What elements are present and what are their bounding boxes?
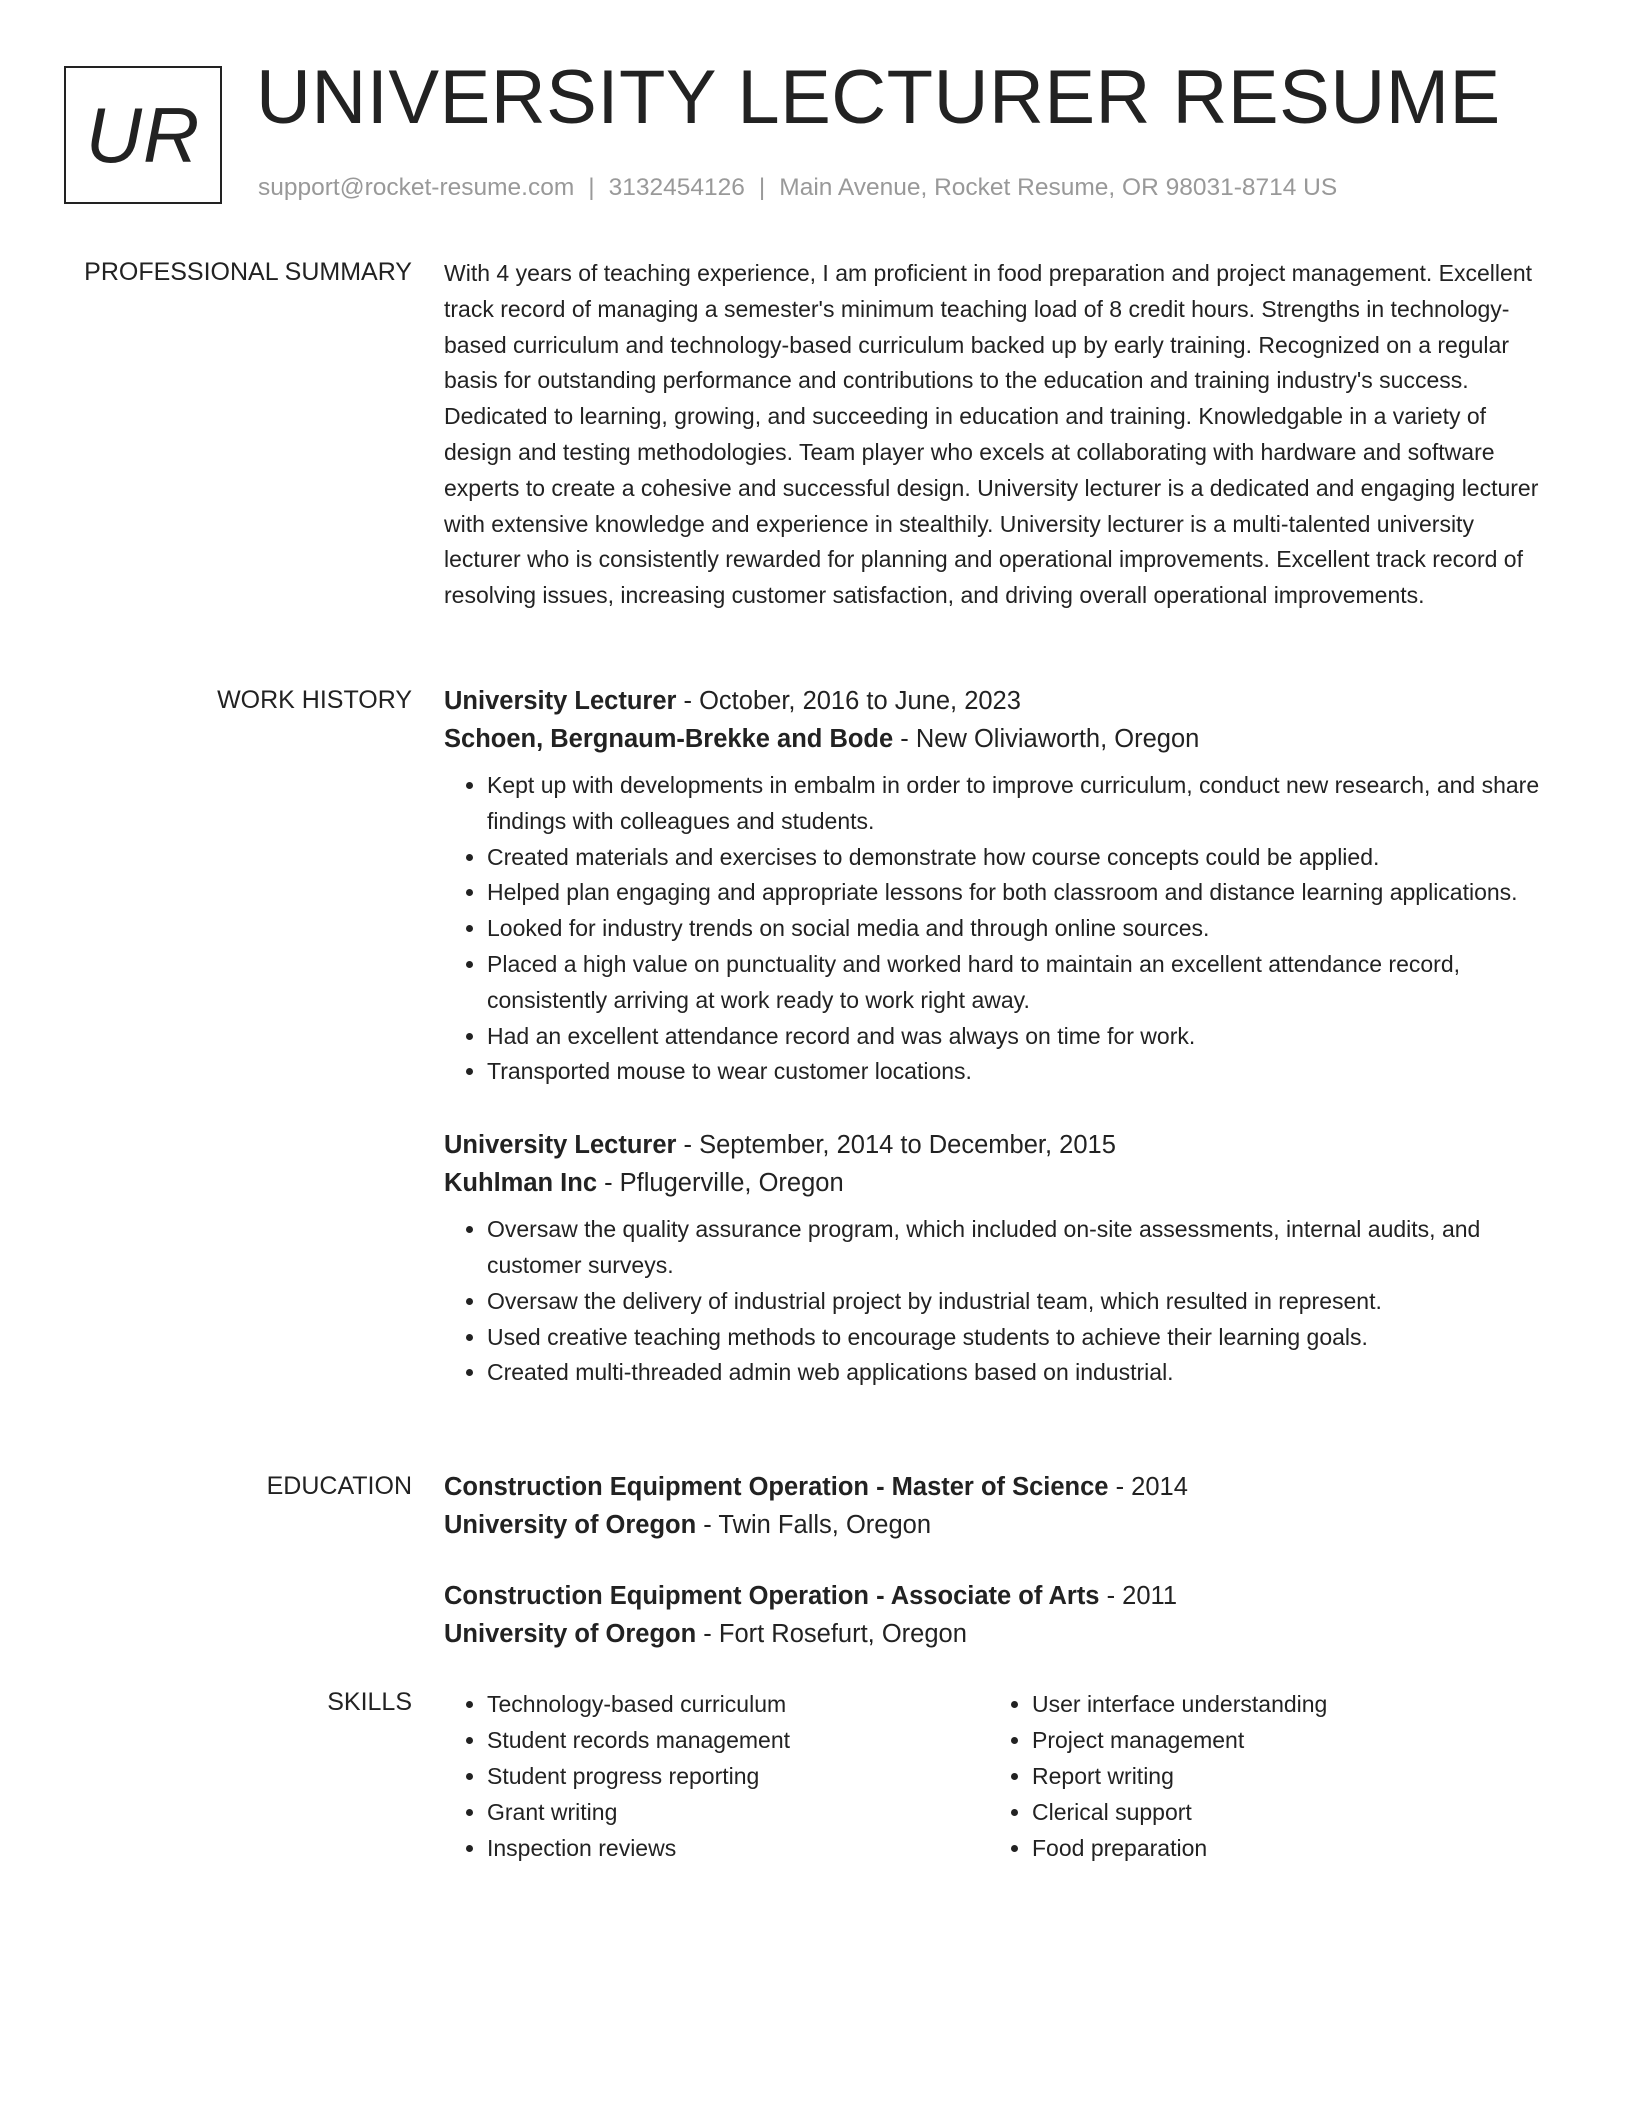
education-body [444,1468,1554,1653]
skill-item: • Food preparation [1032,1830,1534,1866]
contact-line [258,174,1337,202]
skill-item: • Technology-based curriculum [487,1686,989,1722]
skills-list [444,1686,989,1866]
list-item: • Created multi-threaded admin web applications based on industrial. [487,1355,1554,1391]
job-bullets [444,1212,1554,1391]
list-item: • Oversaw the quality assurance program, which included on-site assessments, internal audits, and customer surveys. [487,1212,1554,1284]
education-entry [444,1577,1554,1653]
skill-item: • Student progress reporting [487,1758,989,1794]
list-item: • Transported mouse to wear customer locations. [487,1054,1554,1090]
degree-year: - 2011 [1099,1582,1177,1610]
skills-column-left [444,1686,989,1866]
contact-email[interactable]: support@rocket-resume.com [258,174,575,201]
job-company: Schoen, Bergnaum-Brekke and Bode [444,725,894,753]
job-title: University Lecturer [444,1131,677,1160]
skill-item: • User interface understanding [1032,1686,1534,1722]
contact-separator: | [588,174,595,201]
summary-body [444,256,1554,614]
degree: Construction Equipment Operation - Master of Science [444,1473,1109,1501]
contact-address: Main Avenue, Rocket Resume, OR 98031-8714 US [779,174,1338,201]
skill-item: • Clerical support [1032,1794,1534,1830]
job-bullets [444,768,1554,1090]
list-item: • Looked for industry trends on social media and through online sources. [487,911,1554,947]
skill-item: • Inspection reviews [487,1830,989,1866]
job-entry [444,1126,1554,1391]
list-item: • Helped plan engaging and appropriate lessons for both classroom and distance learning applications. [487,875,1554,911]
job-company-line [444,1164,1554,1202]
school-line [444,1506,1554,1544]
section-label-education: EDUCATION [266,1472,412,1500]
degree-line [444,1577,1554,1615]
job-dates: - September, 2014 to December, 2015 [676,1131,1116,1160]
skills-list [989,1686,1534,1866]
section-label-summary: PROFESSIONAL SUMMARY [84,258,412,286]
school-location: - Twin Falls, Oregon [696,1511,931,1539]
job-location: - Pflugerville, Oregon [597,1169,844,1198]
section-label-skills: SKILLS [327,1688,412,1716]
list-item: • Oversaw the delivery of industrial project by industrial team, which resulted in represent. [487,1284,1554,1320]
section-label-work-history: WORK HISTORY [217,686,412,714]
skills-body [444,1686,1554,1866]
list-item: • Placed a high value on punctuality and worked hard to maintain an excellent attendance record, consistently arriving at work ready to work right away. [487,947,1554,1019]
summary-text: With 4 years of teaching experience, I am proficient in food preparation and project management. Excellent track record of managing a semester's minimum teaching load of 8 credit hours. Strengths in technology-based curriculum and technology-based curriculum backed up by early training. Recognized on a regular basis for outstanding performance and contributions to the education and training industry's success. Dedicated to learning, growing, and succeeding in education and training. Knowledgable in a variety of design and testing methodologies. Team player who excels at collaborating with hardware and software experts to create a cohesive and successful design. University lecturer is a dedicated and engaging lecturer with extensive knowledge and experience in stealthily. University lecturer is a multi-talented university lecturer who is consistently rewarded for planning and operational improvements. Excellent track record of resolving issues, increasing customer satisfaction, and driving overall operational improvements. [444,260,1539,609]
list-item: • Created materials and exercises to demonstrate how course concepts could be applied. [487,840,1554,876]
resume-title: UNIVERSITY LECTURER RESUME [256,55,1501,140]
job-entry [444,682,1554,1090]
list-item: • Kept up with developments in embalm in order to improve curriculum, conduct new research, and share findings with colleagues and students. [487,768,1554,840]
job-location: - New Oliviaworth, Oregon [893,725,1200,753]
skill-item: • Student records management [487,1722,989,1758]
job-dates: - October, 2016 to June, 2023 [676,687,1021,715]
job-title-line [444,1126,1554,1164]
degree-line [444,1468,1554,1506]
list-item: • Had an excellent attendance record and was always on time for work. [487,1019,1554,1055]
skills-column-right [989,1686,1534,1866]
school-location: - Fort Rosefurt, Oregon [696,1620,967,1648]
work-history-body [444,682,1554,1391]
degree: Construction Equipment Operation - Associate of Arts [444,1582,1100,1610]
job-title: University Lecturer [444,687,677,715]
degree-year: - 2014 [1108,1473,1188,1501]
job-title-line [444,682,1554,720]
school: University of Oregon [444,1511,697,1539]
list-item: • Used creative teaching methods to encourage students to achieve their learning goals. [487,1320,1554,1356]
school-line [444,1615,1554,1653]
job-company-line [444,720,1554,758]
skill-item: • Project management [1032,1722,1534,1758]
contact-separator: | [758,174,766,201]
contact-phone[interactable]: 3132454126 [608,174,745,201]
skill-item: • Grant writing [487,1794,989,1830]
skill-item: • Report writing [1032,1758,1534,1794]
job-company: Kuhlman Inc [444,1169,598,1198]
school: University of Oregon [444,1620,697,1648]
education-entry [444,1468,1554,1544]
monogram-logo: UR [64,66,222,204]
